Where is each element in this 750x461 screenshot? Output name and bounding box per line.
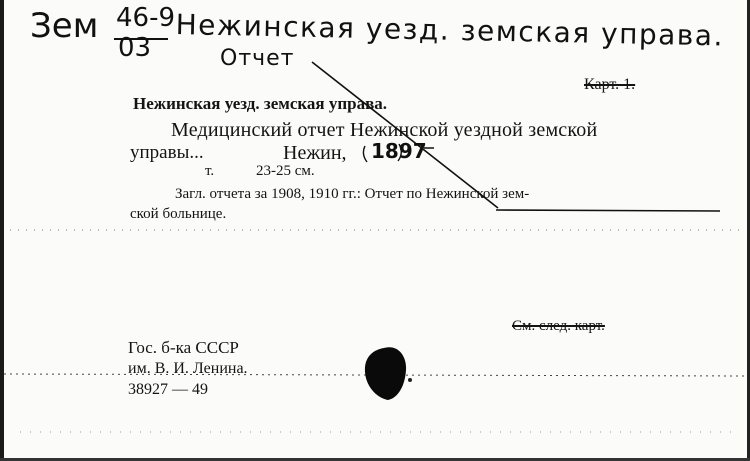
card-title-line-1: Медицинский отчет Нежинской уездной земской (171, 119, 598, 141)
pen-underline (496, 210, 720, 211)
handwritten-prefix: Зем (30, 6, 99, 46)
handwritten-year: 1897 (371, 139, 427, 163)
see-next-card: См. след. карт. (512, 318, 605, 334)
card-note-line-1: Загл. отчета за 1908, 1910 гг.: Отчет по Нежинской зем- (175, 186, 530, 202)
shelf-number-bottom: 03 (118, 33, 152, 63)
year-bracket-mark (363, 144, 434, 162)
shelf-number-top: 46-9 (116, 3, 176, 33)
handwritten-heading: Нежинская уезд. земская управа. (175, 8, 725, 53)
card-title-line-2-start: управы... (130, 142, 204, 163)
card-size: 23-25 см. (256, 163, 315, 179)
ink-speck (408, 378, 412, 382)
catalog-number: 38927 — 49 (128, 381, 208, 398)
handwritten-subtitle: Отчет (220, 46, 295, 71)
card-author-heading: Нежинская уезд. земская управа. (133, 94, 388, 113)
card-volume-label: т. (205, 163, 215, 179)
card-note-line-2: ской больнице. (130, 206, 227, 222)
library-line-2: им. В. И. Ленина. (128, 360, 248, 377)
library-line-1: Гос. б-ка СССР (128, 338, 239, 357)
ink-blot (365, 347, 406, 400)
card-place: Нежин, (283, 142, 347, 164)
diagonal-pen-stroke (312, 62, 498, 208)
card-number: Карт. 1. (584, 76, 636, 93)
